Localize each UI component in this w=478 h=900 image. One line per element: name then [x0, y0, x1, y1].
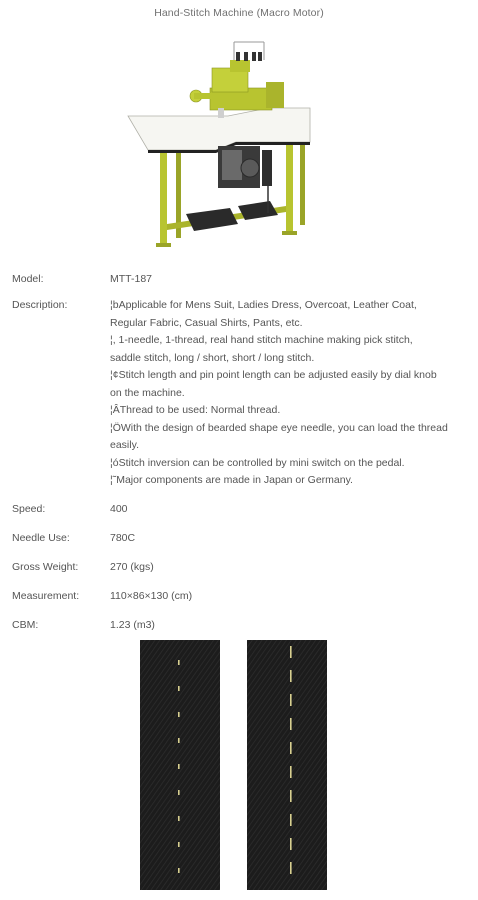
description-line: ¦óStitch inversion can be controlled by mini switch on the pedal.	[110, 456, 405, 469]
description-line: saddle stitch, long / short, short / long stitch.	[110, 351, 315, 364]
spec-value: 400	[110, 503, 128, 515]
spec-label: CBM:	[12, 619, 39, 631]
stitch-sample-saddle-stitch	[247, 640, 327, 890]
description-line: ¦ÖWith the design of bearded shape eye needle, you can load the thread	[110, 421, 448, 434]
spec-label: Needle Use:	[12, 532, 70, 544]
description-line: ¦, 1-needle, 1-thread, real hand stitch machine making pick stitch,	[110, 334, 413, 346]
spec-value: 780C	[110, 532, 136, 544]
spec-label: Speed:	[12, 503, 46, 515]
spec-value: 1.23 (m3)	[110, 619, 155, 631]
description-line: ¦ÂThread to be used: Normal thread.	[110, 404, 281, 416]
description-text	[110, 297, 476, 490]
spec-value: MTT-187	[110, 273, 153, 285]
spec-label: Description:	[12, 299, 68, 311]
spec-label: Measurement:	[12, 590, 80, 602]
description-line: Regular Fabric, Casual Shirts, Pants, etc.	[110, 316, 303, 329]
spec-value: 270 (kgs)	[110, 561, 154, 573]
page-title: Hand-Stitch Machine (Macro Motor)	[154, 7, 324, 19]
stitch-sample-pick-stitch	[140, 640, 220, 890]
spec-label: Model:	[12, 273, 44, 285]
description-line: ¦¢Stitch length and pin point length can be adjusted easily by dial knob	[110, 369, 437, 381]
description-line: ¦bApplicable for Mens Suit, Ladies Dress, Overcoat, Leather Coat,	[110, 299, 417, 311]
description-line: ¦˜Major components are made in Japan or Germany.	[110, 474, 353, 486]
description-line: on the machine.	[110, 386, 185, 399]
machine-photo	[118, 38, 318, 254]
description-line: easily.	[110, 439, 139, 451]
spec-label: Gross Weight:	[12, 561, 79, 573]
spec-value: 110×86×130 (cm)	[110, 590, 193, 602]
